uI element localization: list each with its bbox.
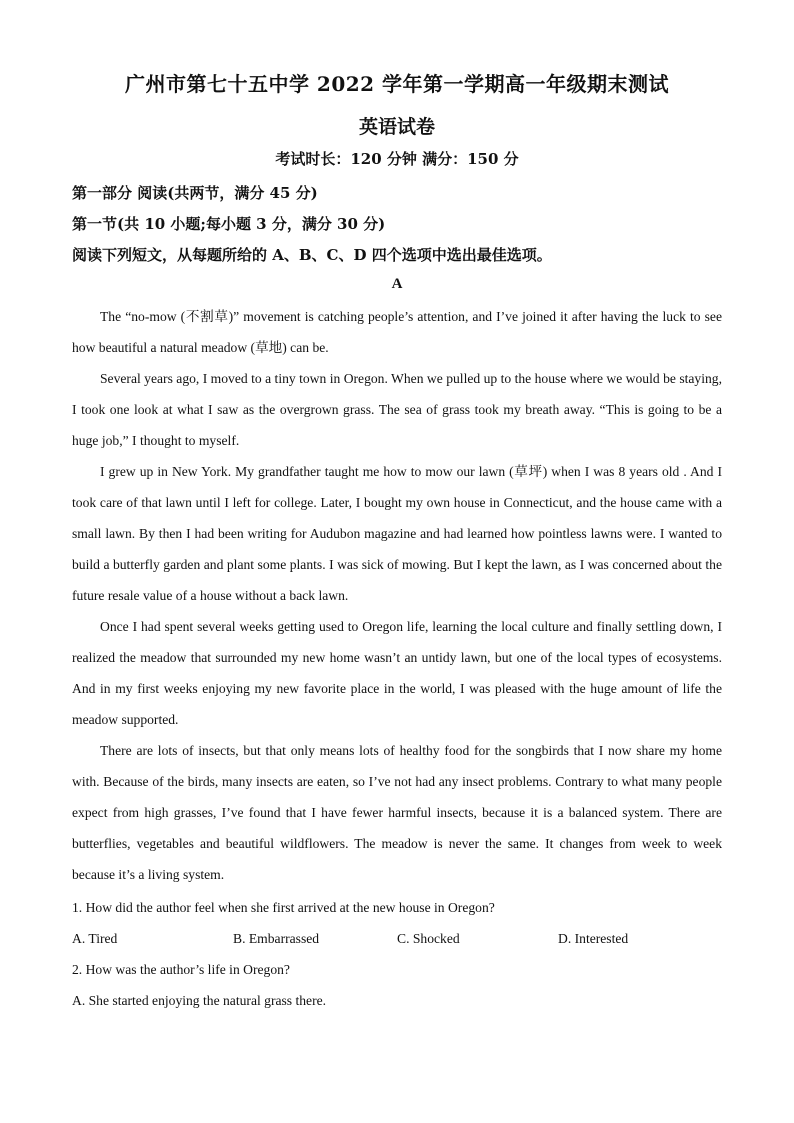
passage-paragraph: Several years ago, I moved to a tiny town in Oregon. When we pulled up to the house where we would be staying, I took one look at what I saw as the overgrown grass. The sea of grass took my breath away. “This is going to be a huge job,” I thought to myself. <box>72 371 722 448</box>
passage-paragraph: The “no-mow (不割草)” movement is catching people’s attention, and I’ve joined it after having the luck to see how beautiful a natural meadow (草地) can be. <box>72 309 722 355</box>
passage-label: A <box>391 276 403 292</box>
option-b: B. Embarrassed <box>233 931 320 946</box>
directions: 阅读下列短文，从每题所给的 A、B、C、D 四个选项中选出最佳选项。 <box>72 246 552 264</box>
option-d: D. Interested <box>558 931 629 946</box>
exam-info: 考试时长：120 分钟 满分：150 分 <box>275 150 519 168</box>
part-heading: 第一部分 阅读(共两节，满分 45 分) <box>72 184 318 202</box>
passage-paragraph: Once I had spent several weeks getting used to Oregon life, learning the local culture and finally settling down, I realized the meadow that surrounded my new home wasn’t an untidy lawn, but one of the local types of ecosystems. And in my first weeks enjoying my new favorite place in the world, I was pleased with the huge amount of life the meadow supported. <box>72 619 722 727</box>
passage-paragraph: There are lots of insects, but that only means lots of healthy food for the songbirds that I now share my home with. Because of the birds, many insects are eaten, so I’ve not had any insect problems. Contrary to what many people expect from high grasses, I’ve found that I have fewer harmful insects, because it is a balanced system. There are butterflies, vegetables and beautiful wildflowers. The meadow is never the same. It changes from week to week because it’s a living system. <box>72 743 722 882</box>
question-1-stem: 1. How did the author feel when she first arrived at the new house in Oregon? <box>72 900 495 915</box>
exam-subtitle: 英语试卷 <box>358 116 435 138</box>
exam-title: 广州市第七十五中学 2022 学年第一学期高一年级期末测试 <box>124 72 670 96</box>
question-2-stem: 2. How was the author’s life in Oregon? <box>72 962 290 977</box>
passage-paragraph: I grew up in New York. My grandfather taught me how to mow our lawn (草坪) when I was 8 years old . And I took care of that lawn until I left for college. Later, I bought my own house in Connecticut, and the house came with a small lawn. By then I had been writing for Audubon magazine and had learned how pointless lawns were. I wanted to build a butterfly garden and plant some plants. I was sick of mowing. But I kept the lawn, as I was concerned about the future resale value of a house without a back lawn. <box>72 464 722 603</box>
option-c: C. Shocked <box>397 931 460 946</box>
passage-body <box>72 301 722 890</box>
section-heading: 第一节(共 10 小题;每小题 3 分，满分 30 分) <box>72 215 386 233</box>
question-2-option-a: A. She started enjoying the natural grass there. <box>72 993 327 1008</box>
option-a: A. Tired <box>72 931 118 946</box>
